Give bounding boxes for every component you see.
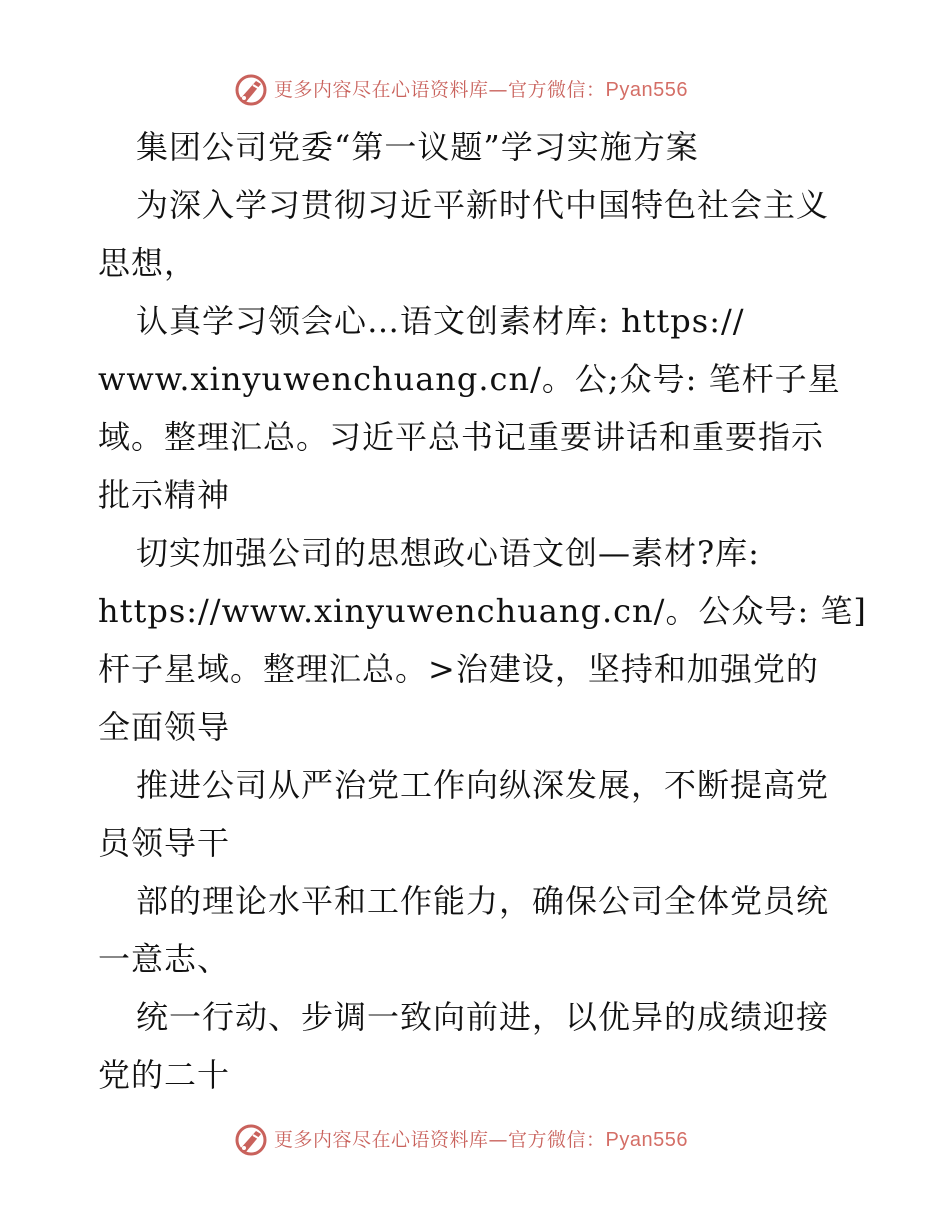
footer-banner-label: 官方微信： xyxy=(508,1129,606,1151)
header-banner-dash: — xyxy=(488,79,509,101)
paragraph-line: 统一行动、步调一致向前进，以优异的成绩迎接 xyxy=(136,998,830,1036)
footer-banner[interactable] xyxy=(234,1122,688,1158)
footer-banner-text xyxy=(274,1122,688,1158)
paragraph-line: 切实加强公司的思想政心语文创—素材?库: xyxy=(136,534,760,572)
header-banner-label: 官方微信： xyxy=(508,79,606,101)
footer-banner-main: 更多内容尽在心语资料库 xyxy=(274,1129,489,1151)
paragraph-line: 认真学习领会心…语文创素材库: https:// xyxy=(136,302,745,340)
pen-logo-icon xyxy=(234,1123,268,1157)
paragraph-line: 杆子星域。整理汇总。>治建设，坚持和加强党的 xyxy=(98,650,819,688)
paragraph-line: 员领导干 xyxy=(98,824,231,862)
pen-logo-icon xyxy=(234,73,268,107)
paragraph-line: www.xinyuwenchuang.cn/。公;众号: 笔杆子星 xyxy=(98,360,841,398)
paragraph-line: 党的二十 xyxy=(98,1056,231,1094)
paragraph-line: 为深入学习贯彻习近平新时代中国特色社会主义 xyxy=(136,186,830,224)
paragraph-line: 一意志、 xyxy=(98,940,231,978)
footer-banner-id: Pyan556 xyxy=(605,1129,688,1151)
paragraph-line: 域。整理汇总。习近平总书记重要讲话和重要指示 xyxy=(98,418,825,456)
paragraph-line: 推进公司从严治党工作向纵深发展，不断提高党 xyxy=(136,766,830,804)
header-banner-main: 更多内容尽在心语资料库 xyxy=(274,79,489,101)
document-title: 集团公司党委“第一议题”学习实施方案 xyxy=(136,128,699,166)
header-banner-text xyxy=(274,72,688,108)
header-banner[interactable] xyxy=(234,72,688,108)
footer-banner-dash: — xyxy=(488,1129,509,1151)
header-banner-id: Pyan556 xyxy=(605,79,688,101)
paragraph-line: 部的理论水平和工作能力，确保公司全体党员统 xyxy=(136,882,830,920)
paragraph-line: 全面领导 xyxy=(98,708,231,746)
paragraph-line: 批示精神 xyxy=(98,476,231,514)
paragraph-line: 思想， xyxy=(98,244,198,282)
paragraph-line: https://www.xinyuwenchuang.cn/。公众号: 笔] xyxy=(98,592,867,630)
